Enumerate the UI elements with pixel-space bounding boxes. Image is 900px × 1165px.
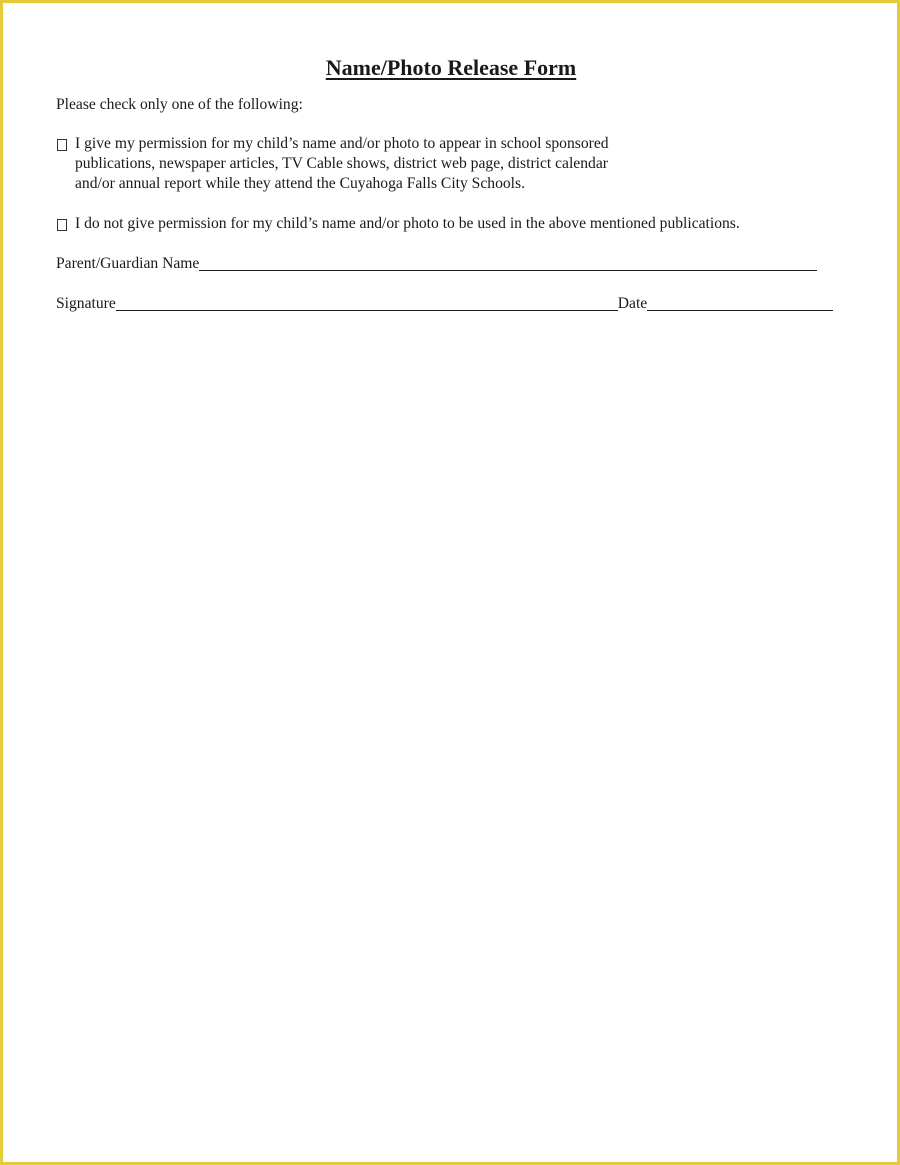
permission-give-label: I give my permission for my child’s name and/or photo to appear in school sponsored publications, newspaper articles, TV Cable shows, district web page, district calendar and/or annual report while they attend the Cuyahoga Falls City Schools. [75, 135, 609, 192]
form-title: Name/Photo Release Form [325, 55, 577, 80]
form-document [56, 53, 846, 334]
date-label: Date [617, 295, 648, 312]
signature-field[interactable] [116, 294, 618, 311]
permission-give-checkbox[interactable] [57, 139, 67, 151]
guardian-name-label: Parent/Guardian Name [56, 255, 200, 272]
date-field[interactable] [647, 294, 833, 311]
signature-label: Signature [56, 295, 116, 312]
permission-deny-label: I do not give permission for my child’s name and/or photo to be used in the above mentioned publications. [75, 215, 740, 232]
guardian-name-field[interactable] [199, 254, 817, 271]
permission-option-give[interactable] [56, 134, 846, 194]
form-instruction: Please check only one of the following: [56, 96, 303, 113]
permission-deny-checkbox[interactable] [57, 219, 67, 231]
guardian-name-row [56, 254, 846, 274]
permission-option-deny[interactable] [56, 214, 846, 234]
signature-date-row [56, 294, 846, 314]
